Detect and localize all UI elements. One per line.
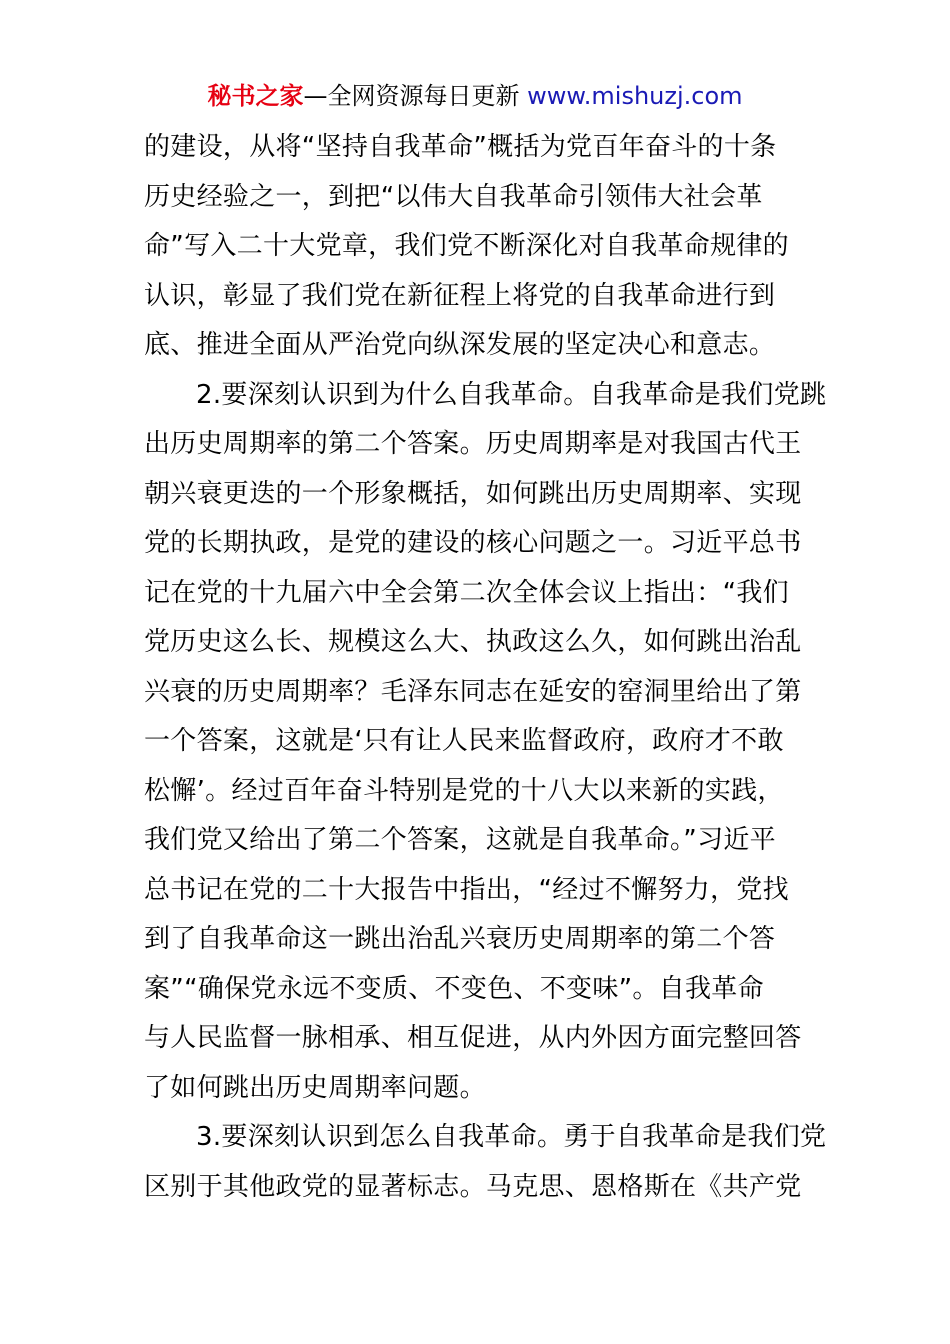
- text-line: 区别于其他政党的显著标志。马克思、恩格斯在《共产党: [144, 1171, 802, 1202]
- text-line: 记在党的十九届六中全会第二次全体会议上指出：“我们: [144, 577, 789, 608]
- text-line: 一个答案，这就是‘只有让人民来监督政府，政府才不敢: [144, 726, 784, 756]
- text-line: 底、推进全面从严治党向纵深发展的坚定决心和意志。: [144, 330, 776, 360]
- header-brand: 秘书之家: [207, 82, 304, 110]
- body-text: [144, 123, 827, 1212]
- text-line: 总书记在党的二十大报告中指出，“经过不懈努力，党找: [144, 874, 789, 905]
- text-line: 到了自我革命这一跳出治乱兴衰历史周期率的第二个答: [144, 924, 776, 954]
- text-line: 兴衰的历史周期率？毛泽东同志在延安的窑洞里给出了第: [144, 676, 802, 707]
- text-line: 认识，彰显了我们党在新征程上将党的自我革命进行到: [144, 280, 776, 311]
- text-line: 松懈’。经过百年奋斗特别是党的十八大以来新的实践，: [144, 775, 784, 806]
- text-line: 3.要深刻认识到怎么自我革命。勇于自我革命是我们党: [196, 1122, 827, 1152]
- text-line: 的建设，从将“坚持自我革命”概括为党百年奋斗的十条: [144, 132, 777, 162]
- text-line: 党历史这么长、规模这么大、执政这么久，如何跳出治乱: [144, 627, 802, 657]
- text-line: 了如何跳出历史周期率问题。: [144, 1072, 486, 1103]
- header-url-link[interactable]: www.mishuzj.com: [527, 82, 743, 110]
- site-header: [0, 80, 950, 112]
- text-line: 与人民监督一脉相承、相互促进，从内外因方面完整回答: [144, 1023, 802, 1053]
- text-line: 历史经验之一，到把“以伟大自我革命引领伟大社会革: [144, 181, 763, 212]
- text-line: 朝兴衰更迭的一个形象概括，如何跳出历史周期率、实现: [144, 478, 802, 509]
- header-tagline: —全网资源每日更新: [303, 82, 520, 110]
- text-line: 2.要深刻认识到为什么自我革命。自我革命是我们党跳: [196, 379, 827, 410]
- text-line: 出历史周期率的第二个答案。历史周期率是对我国古代王: [144, 429, 802, 459]
- text-line: 案”“确保党永远不变质、不变色、不变味”。自我革命: [144, 973, 764, 1004]
- text-line: 党的长期执政，是党的建设的核心问题之一。习近平总书: [144, 528, 802, 558]
- text-line: 我们党又给出了第二个答案，这就是自我革命。”习近平: [144, 825, 776, 855]
- text-line: 命”写入二十大党章，我们党不断深化对自我革命规律的: [144, 231, 789, 261]
